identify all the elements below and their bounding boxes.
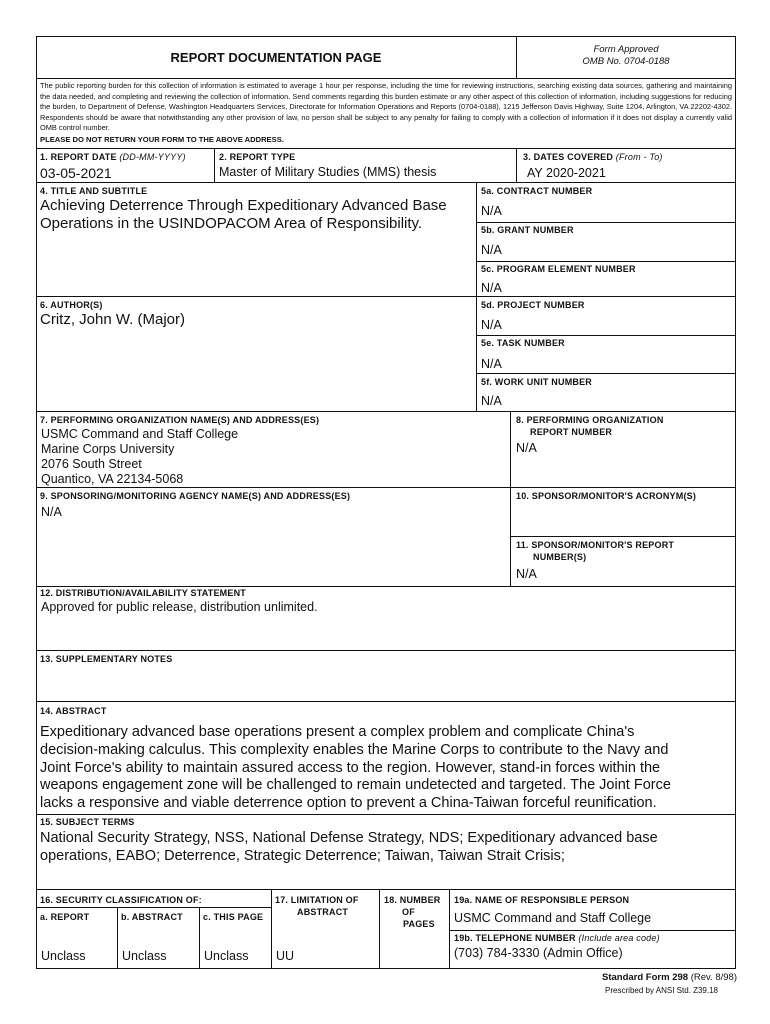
sponsor-label: 9. SPONSORING/MONITORING AGENCY NAME(S) AND ADDRESS(ES)	[40, 491, 351, 501]
burden-notice: The public reporting burden for this collection of information is estimated to average 1 hour per response, including the time for reviewing instructions, searching existing data sources, gathering and maintaining the data needed, and completing and reviewing the collection of information. Send comments regarding this burden estimate or any other aspect of this collection of information, including suggestions for reducing the burden, to Department of Defense, Washington Headquarters Services, Directorate for Information Operations and Reports (0704-0188), 1215 Jefferson Davis Highway, Suite 1204, Arlington, VA 22202-4302. Respondents should be aware that notwithstanding any other provision of law, no person shall be subject to any penalty for failing to comply with a collection of information if it does not display a currently valid OMB control number.	[40, 81, 732, 133]
acronym-label: 10. SPONSOR/MONITOR'S ACRONYM(S)	[516, 491, 697, 501]
security-abstract-value: Unclass	[122, 949, 167, 963]
security-page-value: Unclass	[204, 949, 249, 963]
dates-covered-label: 3. DATES COVERED (From - To)	[523, 152, 663, 162]
page-title: REPORT DOCUMENTATION PAGE	[170, 50, 382, 65]
project-number: N/A	[481, 318, 502, 332]
performing-report-label-2: REPORT NUMBER	[530, 427, 613, 437]
security-abstract-label: b. ABSTRACT	[121, 912, 183, 922]
security-report-label: a. REPORT	[40, 912, 90, 922]
project-label: 5d. PROJECT NUMBER	[481, 300, 585, 310]
abstract-line-4: weapons engagement zone will be challenged to remain undetected and targeted. The Joint Force	[40, 777, 671, 793]
security-page-label: c. THIS PAGE	[203, 912, 264, 922]
dates-covered: AY 2020-2021	[527, 166, 606, 180]
author: Critz, John W. (Major)	[40, 311, 186, 328]
do-not-return-notice: PLEASE DO NOT RETURN YOUR FORM TO THE ABOVE ADDRESS.	[40, 135, 284, 144]
grant-label: 5b. GRANT NUMBER	[481, 225, 574, 235]
distribution-label: 12. DISTRIBUTION/AVAILABILITY STATEMENT	[40, 588, 246, 598]
limitation-label: 17. LIMITATION OF	[275, 895, 359, 905]
standard-form-label: Standard Form 298 (Rev. 8/98)	[602, 972, 737, 983]
supplementary-notes-label: 13. SUPPLEMENTARY NOTES	[40, 654, 173, 664]
program-label: 5c. PROGRAM ELEMENT NUMBER	[481, 264, 636, 274]
responsible-person: USMC Command and Staff College	[454, 911, 652, 925]
program-element-number: N/A	[481, 281, 502, 295]
performing-report-label: 8. PERFORMING ORGANIZATION	[516, 415, 664, 425]
title-label: 4. TITLE AND SUBTITLE	[40, 186, 148, 196]
report-date: 03-05-2021	[40, 165, 112, 181]
security-report-value: Unclass	[41, 949, 86, 963]
limitation-value: UU	[276, 949, 295, 963]
subject-terms-line-2: operations, EABO; Deterrence, Strategic Deterrence; Taiwan, Taiwan Strait Crisis;	[40, 848, 565, 864]
report-date-label: 1. REPORT DATE (DD-MM-YYYY)	[40, 152, 186, 162]
security-classification-label: 16. SECURITY CLASSIFICATION OF:	[40, 895, 202, 905]
sponsor-report-label: 11. SPONSOR/MONITOR'S REPORT	[516, 540, 675, 550]
abstract-line-1: Expeditionary advanced base operations present a complex problem and complicate China's	[40, 724, 635, 740]
report-type: Master of Military Studies (MMS) thesis	[219, 165, 437, 179]
telephone-label: 19b. TELEPHONE NUMBER (Include area code)	[454, 933, 660, 943]
work-unit-label: 5f. WORK UNIT NUMBER	[481, 377, 592, 387]
contract-number: N/A	[481, 204, 502, 218]
subject-terms-line-1: National Security Strategy, NSS, National Defense Strategy, NDS; Expeditionary advanced base	[40, 830, 658, 846]
pages-label: 18. NUMBER	[384, 895, 441, 905]
responsible-person-label: 19a. NAME OF RESPONSIBLE PERSON	[454, 895, 630, 905]
limitation-label-2: ABSTRACT	[297, 907, 349, 917]
title-line-2: Operations in the USINDOPACOM Area of Responsibility.	[40, 215, 423, 232]
task-number: N/A	[481, 357, 502, 371]
sponsor-agency: N/A	[41, 505, 62, 519]
grant-number: N/A	[481, 243, 502, 257]
telephone-number: (703) 784-3330 (Admin Office)	[454, 946, 623, 960]
omb-number: OMB No. 0704-0188	[582, 56, 670, 67]
performing-org-line-1: USMC Command and Staff College	[41, 427, 239, 441]
prescribed-by: Prescribed by ANSI Std. Z39.18	[605, 986, 718, 995]
report-type-label: 2. REPORT TYPE	[219, 152, 296, 162]
abstract-line-2: decision-making calculus. This complexity enables the Marine Corps to contribute to the Navy and	[40, 742, 669, 758]
author-label: 6. AUTHOR(S)	[40, 300, 103, 310]
performing-org-line-4: Quantico, VA 22134-5068	[41, 472, 184, 486]
distribution-statement: Approved for public release, distribution unlimited.	[41, 600, 318, 614]
performing-org-line-2: Marine Corps University	[41, 442, 175, 456]
pages-label-2: OF	[402, 907, 415, 917]
sponsor-report-label-2: NUMBER(S)	[533, 552, 587, 562]
work-unit-number: N/A	[481, 394, 502, 408]
subject-terms-label: 15. SUBJECT TERMS	[40, 817, 135, 827]
contract-label: 5a. CONTRACT NUMBER	[481, 186, 593, 196]
performing-org-label: 7. PERFORMING ORGANIZATION NAME(S) AND ADDRESS(ES)	[40, 415, 320, 425]
abstract-label: 14. ABSTRACT	[40, 706, 107, 716]
title-line-1: Achieving Deterrence Through Expeditionary Advanced Base	[40, 197, 447, 214]
sponsor-report-number: N/A	[516, 567, 537, 581]
pages-label-3: PAGES	[403, 919, 435, 929]
abstract-line-5: lacks a responsive and viable deterrence option to prevent a China-Taiwan forceful reunification.	[40, 795, 657, 811]
form-approved: Form Approved	[593, 44, 659, 55]
abstract-line-3: Joint Force's ability to maintain assured access to the region. However, stand-in forces within the	[40, 760, 661, 776]
task-label: 5e. TASK NUMBER	[481, 338, 565, 348]
performing-report-number: N/A	[516, 441, 537, 455]
performing-org-line-3: 2076 South Street	[41, 457, 142, 471]
